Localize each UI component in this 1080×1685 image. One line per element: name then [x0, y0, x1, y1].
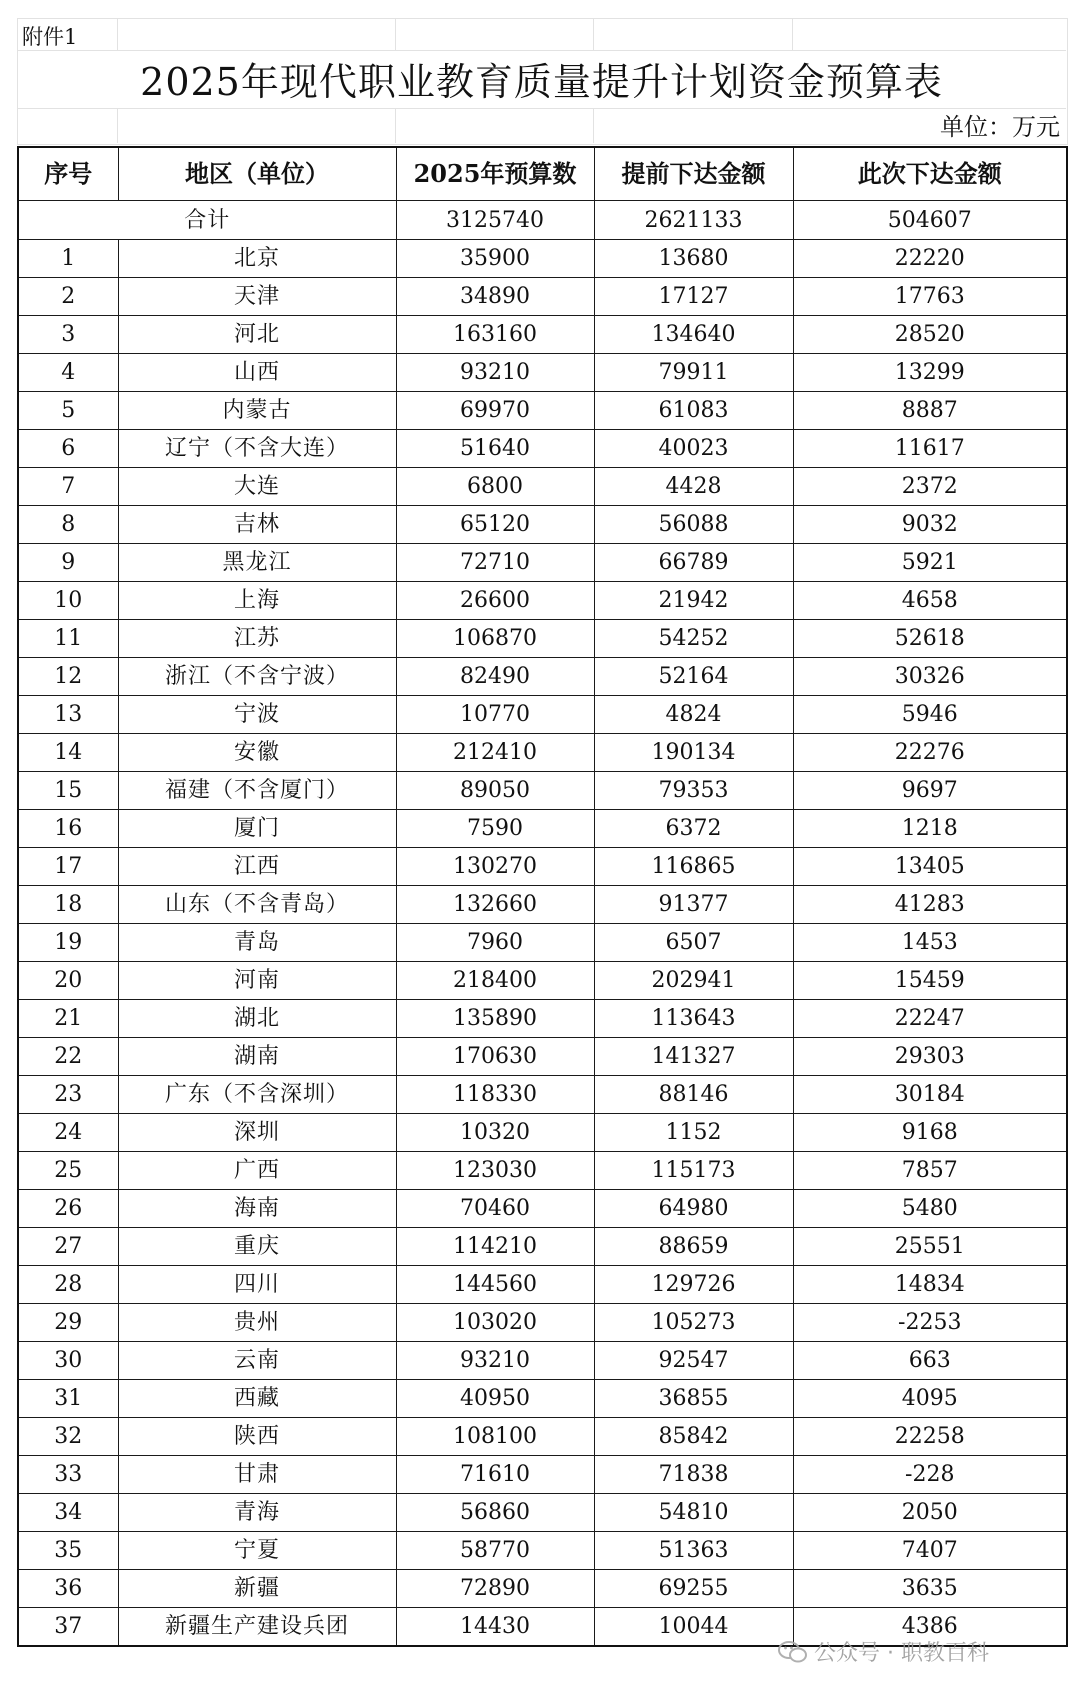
row-current: -228 [793, 1456, 1067, 1494]
row-index: 28 [18, 1266, 118, 1304]
row-budget: 34890 [396, 278, 594, 316]
total-current: 504607 [793, 201, 1067, 240]
row-budget: 106870 [396, 620, 594, 658]
row-advance: 6507 [594, 924, 793, 962]
row-region: 海南 [118, 1190, 396, 1228]
gridline [17, 108, 1066, 109]
row-region: 四川 [118, 1266, 396, 1304]
row-current: 4095 [793, 1380, 1067, 1418]
row-current: 13405 [793, 848, 1067, 886]
table-row [18, 1000, 1067, 1038]
row-budget: 132660 [396, 886, 594, 924]
gridline [117, 18, 118, 50]
row-index: 20 [18, 962, 118, 1000]
row-current: 15459 [793, 962, 1067, 1000]
row-advance: 6372 [594, 810, 793, 848]
row-budget: 10320 [396, 1114, 594, 1152]
row-advance: 4824 [594, 696, 793, 734]
row-current: 22220 [793, 240, 1067, 278]
row-advance: 21942 [594, 582, 793, 620]
row-index: 30 [18, 1342, 118, 1380]
total-label: 合计 [18, 201, 396, 240]
gridline [117, 108, 118, 143]
row-index: 17 [18, 848, 118, 886]
row-current: 663 [793, 1342, 1067, 1380]
row-region: 青岛 [118, 924, 396, 962]
row-region: 辽宁（不含大连） [118, 430, 396, 468]
row-region: 湖南 [118, 1038, 396, 1076]
row-index: 1 [18, 240, 118, 278]
row-index: 11 [18, 620, 118, 658]
row-index: 16 [18, 810, 118, 848]
column-header-current: 此次下达金额 [793, 147, 1067, 201]
row-current: 25551 [793, 1228, 1067, 1266]
row-advance: 56088 [594, 506, 793, 544]
table-header-row [18, 147, 1067, 201]
row-advance: 36855 [594, 1380, 793, 1418]
row-current: 1218 [793, 810, 1067, 848]
row-budget: 71610 [396, 1456, 594, 1494]
row-budget: 40950 [396, 1380, 594, 1418]
row-index: 9 [18, 544, 118, 582]
row-budget: 56860 [396, 1494, 594, 1532]
row-budget: 58770 [396, 1532, 594, 1570]
row-budget: 10770 [396, 696, 594, 734]
table-row [18, 1570, 1067, 1608]
table-row [18, 506, 1067, 544]
row-index: 13 [18, 696, 118, 734]
row-budget: 118330 [396, 1076, 594, 1114]
row-advance: 51363 [594, 1532, 793, 1570]
row-region: 西藏 [118, 1380, 396, 1418]
row-advance: 85842 [594, 1418, 793, 1456]
row-budget: 103020 [396, 1304, 594, 1342]
table-row [18, 1266, 1067, 1304]
watermark [778, 1633, 989, 1669]
gridline [593, 108, 594, 143]
table-row [18, 620, 1067, 658]
row-region: 山西 [118, 354, 396, 392]
row-index: 19 [18, 924, 118, 962]
row-advance: 61083 [594, 392, 793, 430]
row-budget: 108100 [396, 1418, 594, 1456]
row-region: 深圳 [118, 1114, 396, 1152]
row-current: 5921 [793, 544, 1067, 582]
row-current: 22276 [793, 734, 1067, 772]
row-index: 10 [18, 582, 118, 620]
row-current: 17763 [793, 278, 1067, 316]
table-row [18, 544, 1067, 582]
wechat-icon [778, 1640, 808, 1662]
table-row [18, 316, 1067, 354]
row-region: 河南 [118, 962, 396, 1000]
table-row [18, 430, 1067, 468]
row-current: 9697 [793, 772, 1067, 810]
row-index: 3 [18, 316, 118, 354]
table-row [18, 240, 1067, 278]
row-advance: 64980 [594, 1190, 793, 1228]
row-advance: 141327 [594, 1038, 793, 1076]
row-budget: 65120 [396, 506, 594, 544]
row-current: 28520 [793, 316, 1067, 354]
row-region: 内蒙古 [118, 392, 396, 430]
table-row [18, 392, 1067, 430]
gridline [395, 108, 396, 143]
total-row [18, 201, 1067, 240]
row-region: 宁夏 [118, 1532, 396, 1570]
attachment-label: 附件1 [22, 25, 78, 49]
row-budget: 35900 [396, 240, 594, 278]
row-index: 26 [18, 1190, 118, 1228]
table-row [18, 1114, 1067, 1152]
row-advance: 54810 [594, 1494, 793, 1532]
row-index: 4 [18, 354, 118, 392]
row-current: 5480 [793, 1190, 1067, 1228]
row-region: 新疆生产建设兵团 [118, 1608, 396, 1647]
row-region: 上海 [118, 582, 396, 620]
column-header-budget: 2025年预算数 [396, 147, 594, 201]
budget-table [17, 146, 1068, 1647]
table-row [18, 1418, 1067, 1456]
row-index: 34 [18, 1494, 118, 1532]
row-advance: 79911 [594, 354, 793, 392]
row-region: 宁波 [118, 696, 396, 734]
row-region: 甘肃 [118, 1456, 396, 1494]
row-current: 29303 [793, 1038, 1067, 1076]
gridline [395, 18, 396, 50]
row-advance: 190134 [594, 734, 793, 772]
table-row [18, 658, 1067, 696]
row-current: 13299 [793, 354, 1067, 392]
gridline [792, 18, 793, 50]
row-budget: 114210 [396, 1228, 594, 1266]
table-row [18, 1456, 1067, 1494]
row-region: 吉林 [118, 506, 396, 544]
gridline [17, 50, 1066, 51]
row-index: 15 [18, 772, 118, 810]
row-index: 8 [18, 506, 118, 544]
row-index: 22 [18, 1038, 118, 1076]
row-budget: 70460 [396, 1190, 594, 1228]
row-region: 江苏 [118, 620, 396, 658]
column-header-advance: 提前下达金额 [594, 147, 793, 201]
table-row [18, 278, 1067, 316]
table-row [18, 1228, 1067, 1266]
row-advance: 66789 [594, 544, 793, 582]
row-advance: 129726 [594, 1266, 793, 1304]
row-current: 5946 [793, 696, 1067, 734]
row-region: 北京 [118, 240, 396, 278]
row-advance: 52164 [594, 658, 793, 696]
row-advance: 116865 [594, 848, 793, 886]
row-advance: 40023 [594, 430, 793, 468]
row-budget: 51640 [396, 430, 594, 468]
row-region: 河北 [118, 316, 396, 354]
row-current: 11617 [793, 430, 1067, 468]
row-budget: 123030 [396, 1152, 594, 1190]
row-current: 4386 [793, 1608, 1067, 1647]
row-index: 14 [18, 734, 118, 772]
row-budget: 72710 [396, 544, 594, 582]
row-budget: 218400 [396, 962, 594, 1000]
row-region: 黑龙江 [118, 544, 396, 582]
row-index: 2 [18, 278, 118, 316]
column-header-region: 地区（单位） [118, 147, 396, 201]
watermark-text: 公众号 · 职教百科 [814, 1640, 989, 1666]
row-current: 22247 [793, 1000, 1067, 1038]
row-index: 31 [18, 1380, 118, 1418]
row-advance: 17127 [594, 278, 793, 316]
row-current: 7857 [793, 1152, 1067, 1190]
row-current: 14834 [793, 1266, 1067, 1304]
row-current: 9168 [793, 1114, 1067, 1152]
row-current: -2253 [793, 1304, 1067, 1342]
table-row [18, 1342, 1067, 1380]
row-budget: 7960 [396, 924, 594, 962]
row-advance: 88146 [594, 1076, 793, 1114]
row-advance: 92547 [594, 1342, 793, 1380]
table-row [18, 810, 1067, 848]
row-advance: 115173 [594, 1152, 793, 1190]
row-budget: 7590 [396, 810, 594, 848]
table-row [18, 924, 1067, 962]
row-advance: 202941 [594, 962, 793, 1000]
row-region: 福建（不含厦门） [118, 772, 396, 810]
row-budget: 26600 [396, 582, 594, 620]
table-row [18, 696, 1067, 734]
row-advance: 54252 [594, 620, 793, 658]
row-advance: 69255 [594, 1570, 793, 1608]
row-region: 青海 [118, 1494, 396, 1532]
row-index: 6 [18, 430, 118, 468]
row-index: 24 [18, 1114, 118, 1152]
row-current: 8887 [793, 392, 1067, 430]
row-budget: 14430 [396, 1608, 594, 1647]
row-advance: 10044 [594, 1608, 793, 1647]
row-region: 陕西 [118, 1418, 396, 1456]
row-index: 37 [18, 1608, 118, 1647]
row-advance: 91377 [594, 886, 793, 924]
total-advance: 2621133 [594, 201, 793, 240]
row-index: 36 [18, 1570, 118, 1608]
table-row [18, 1152, 1067, 1190]
row-advance: 71838 [594, 1456, 793, 1494]
row-budget: 72890 [396, 1570, 594, 1608]
table-row [18, 1190, 1067, 1228]
table-row [18, 848, 1067, 886]
row-advance: 88659 [594, 1228, 793, 1266]
row-current: 30326 [793, 658, 1067, 696]
table-row [18, 354, 1067, 392]
table-row [18, 1494, 1067, 1532]
gridline [593, 18, 594, 50]
table-row [18, 1076, 1067, 1114]
row-budget: 93210 [396, 354, 594, 392]
row-budget: 69970 [396, 392, 594, 430]
row-current: 2050 [793, 1494, 1067, 1532]
row-index: 23 [18, 1076, 118, 1114]
table-row [18, 1038, 1067, 1076]
row-advance: 79353 [594, 772, 793, 810]
row-current: 41283 [793, 886, 1067, 924]
row-budget: 212410 [396, 734, 594, 772]
row-budget: 135890 [396, 1000, 594, 1038]
table-row [18, 1304, 1067, 1342]
row-budget: 144560 [396, 1266, 594, 1304]
row-region: 江西 [118, 848, 396, 886]
total-budget: 3125740 [396, 201, 594, 240]
table-row [18, 1532, 1067, 1570]
row-index: 25 [18, 1152, 118, 1190]
row-budget: 89050 [396, 772, 594, 810]
row-budget: 6800 [396, 468, 594, 506]
table-row [18, 1380, 1067, 1418]
row-index: 7 [18, 468, 118, 506]
row-region: 广西 [118, 1152, 396, 1190]
row-budget: 170630 [396, 1038, 594, 1076]
row-region: 浙江（不含宁波） [118, 658, 396, 696]
row-index: 27 [18, 1228, 118, 1266]
row-advance: 134640 [594, 316, 793, 354]
row-current: 30184 [793, 1076, 1067, 1114]
row-region: 大连 [118, 468, 396, 506]
row-budget: 93210 [396, 1342, 594, 1380]
table-row [18, 734, 1067, 772]
row-region: 山东（不含青岛） [118, 886, 396, 924]
column-header-index: 序号 [18, 147, 118, 201]
row-index: 12 [18, 658, 118, 696]
row-current: 1453 [793, 924, 1067, 962]
row-index: 35 [18, 1532, 118, 1570]
table-row [18, 772, 1067, 810]
row-index: 18 [18, 886, 118, 924]
row-budget: 163160 [396, 316, 594, 354]
row-region: 厦门 [118, 810, 396, 848]
row-current: 22258 [793, 1418, 1067, 1456]
row-region: 新疆 [118, 1570, 396, 1608]
table-row [18, 582, 1067, 620]
row-current: 7407 [793, 1532, 1067, 1570]
row-advance: 13680 [594, 240, 793, 278]
table-row [18, 468, 1067, 506]
unit-label: 单位：万元 [940, 113, 1060, 141]
row-region: 广东（不含深圳） [118, 1076, 396, 1114]
row-current: 9032 [793, 506, 1067, 544]
row-region: 重庆 [118, 1228, 396, 1266]
row-index: 32 [18, 1418, 118, 1456]
row-region: 天津 [118, 278, 396, 316]
row-budget: 82490 [396, 658, 594, 696]
row-current: 4658 [793, 582, 1067, 620]
table-row [18, 886, 1067, 924]
row-current: 52618 [793, 620, 1067, 658]
row-advance: 4428 [594, 468, 793, 506]
row-advance: 113643 [594, 1000, 793, 1038]
row-index: 21 [18, 1000, 118, 1038]
table-row [18, 962, 1067, 1000]
row-current: 3635 [793, 1570, 1067, 1608]
row-current: 2372 [793, 468, 1067, 506]
row-region: 贵州 [118, 1304, 396, 1342]
row-advance: 1152 [594, 1114, 793, 1152]
row-region: 安徽 [118, 734, 396, 772]
row-region: 湖北 [118, 1000, 396, 1038]
row-index: 29 [18, 1304, 118, 1342]
page-title: 2025年现代职业教育质量提升计划资金预算表 [140, 60, 943, 104]
row-budget: 130270 [396, 848, 594, 886]
row-index: 5 [18, 392, 118, 430]
row-region: 云南 [118, 1342, 396, 1380]
row-advance: 105273 [594, 1304, 793, 1342]
row-index: 33 [18, 1456, 118, 1494]
